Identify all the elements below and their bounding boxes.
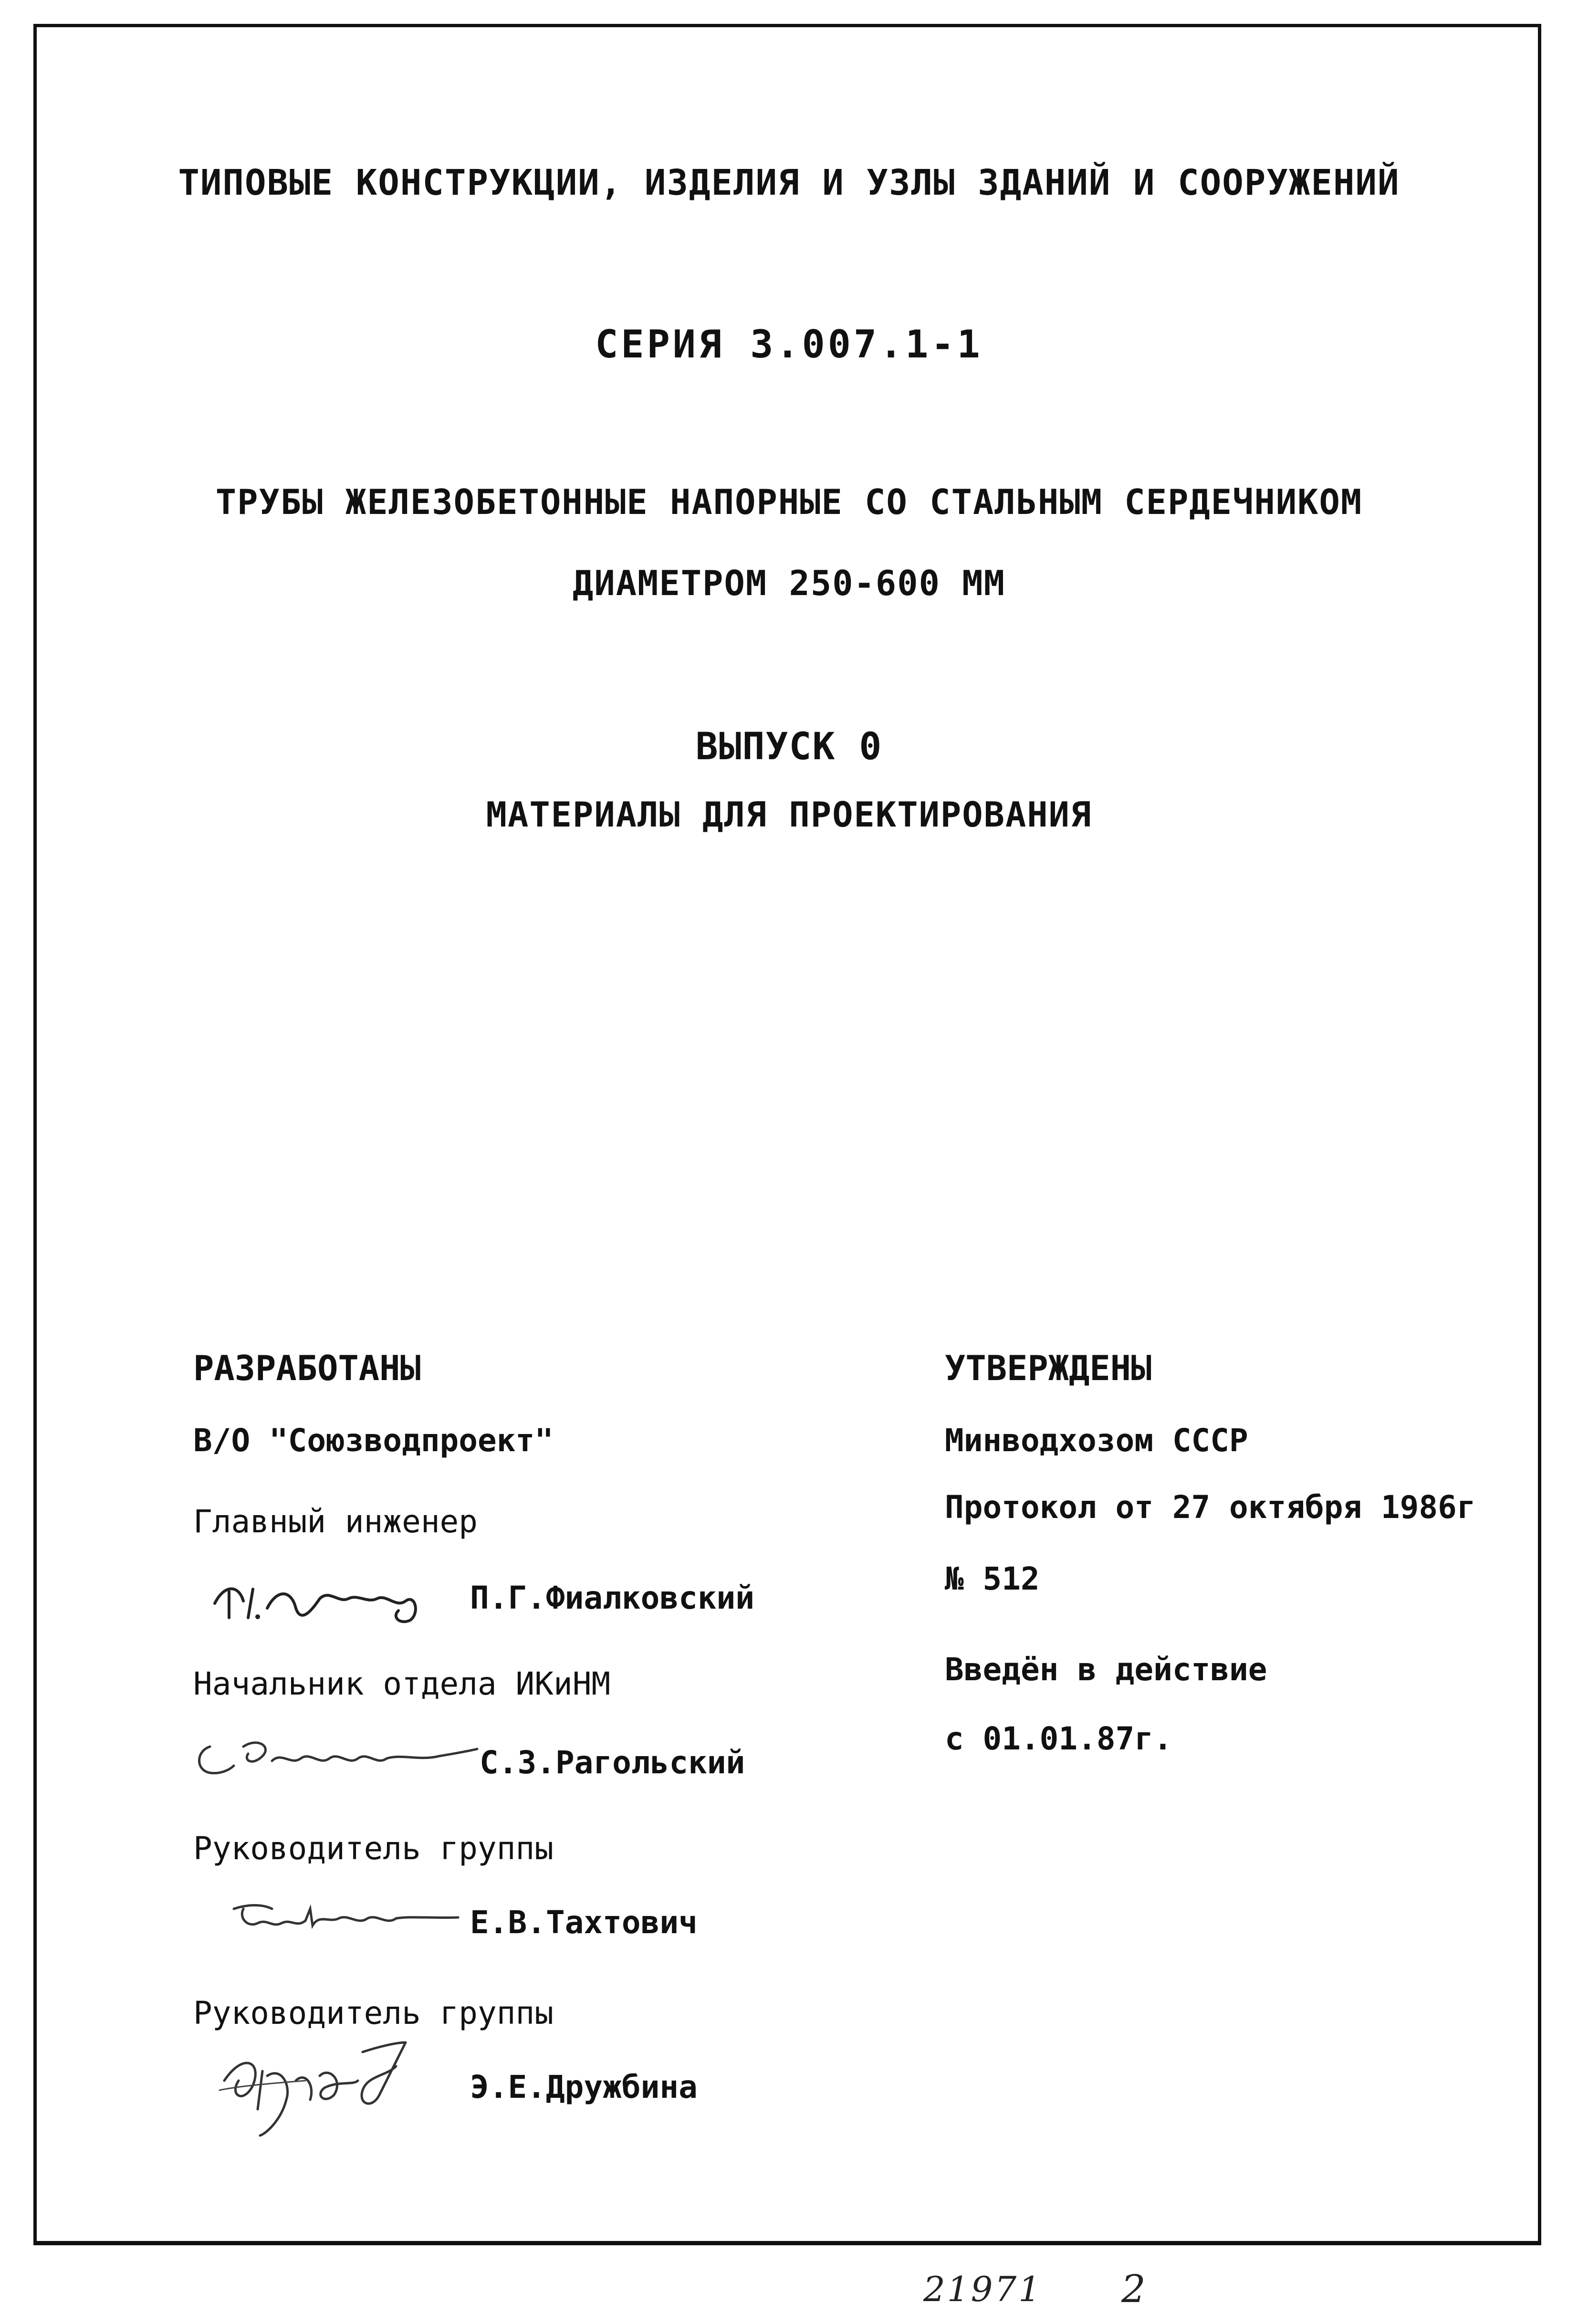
approving-organization: Минводхозом СССР bbox=[945, 1422, 1248, 1459]
issue-number: ВЫПУСК 0 bbox=[695, 725, 883, 768]
group-leader-1-name: Е.В.Тахтович bbox=[470, 1904, 698, 1941]
group-leader-1-title: Руководитель группы bbox=[193, 1830, 554, 1867]
archive-number: 21971 bbox=[923, 2269, 1043, 2309]
subject-line-1: ТРУБЫ ЖЕЛЕЗОБЕТОННЫЕ НАПОРНЫЕ СО СТАЛЬНЫМ СЕРДЕЧНИКОМ bbox=[215, 482, 1363, 522]
chief-engineer-title: Главный инженер bbox=[193, 1503, 478, 1540]
department-head-signature bbox=[191, 1727, 487, 1785]
group-leader-2-name: Э.Е.Дружбина bbox=[470, 2069, 698, 2105]
approval-protocol: Протокол от 27 октября 1986г bbox=[945, 1489, 1476, 1526]
effective-label: Введён в действие bbox=[945, 1651, 1267, 1688]
chief-engineer-signature bbox=[210, 1575, 458, 1627]
group-leader-2-title: Руководитель группы bbox=[193, 1995, 554, 2031]
developed-heading: РАЗРАБОТАНЫ bbox=[193, 1348, 421, 1388]
effective-date: с 01.01.87г. bbox=[945, 1720, 1172, 1757]
issue-title: МАТЕРИАЛЫ ДЛЯ ПРОЕКТИРОВАНИЯ bbox=[486, 795, 1092, 835]
department-head-name: С.З.Рагольский bbox=[480, 1744, 745, 1781]
protocol-number: № 512 bbox=[945, 1560, 1040, 1597]
chief-engineer-name: П.Г.Фиалковский bbox=[470, 1580, 755, 1616]
group-leader-2-signature bbox=[215, 2023, 463, 2138]
approved-heading: УТВЕРЖДЕНЫ bbox=[945, 1348, 1152, 1388]
developer-organization: В/О "Союзводпроект" bbox=[193, 1422, 554, 1459]
series-number: СЕРИЯ 3.007.1-1 bbox=[595, 322, 983, 366]
document-title: ТИПОВЫЕ КОНСТРУКЦИИ, ИЗДЕЛИЯ И УЗЛЫ ЗДАНИЙ И СООРУЖЕНИЙ bbox=[178, 162, 1400, 203]
subject-line-2: ДИАМЕТРОМ 250-600 ММ bbox=[573, 563, 1005, 603]
group-leader-1-signature bbox=[229, 1890, 477, 1937]
page-number: 2 bbox=[1121, 2267, 1146, 2311]
department-head-title: Начальник отдела ИКиНМ bbox=[193, 1665, 611, 1702]
